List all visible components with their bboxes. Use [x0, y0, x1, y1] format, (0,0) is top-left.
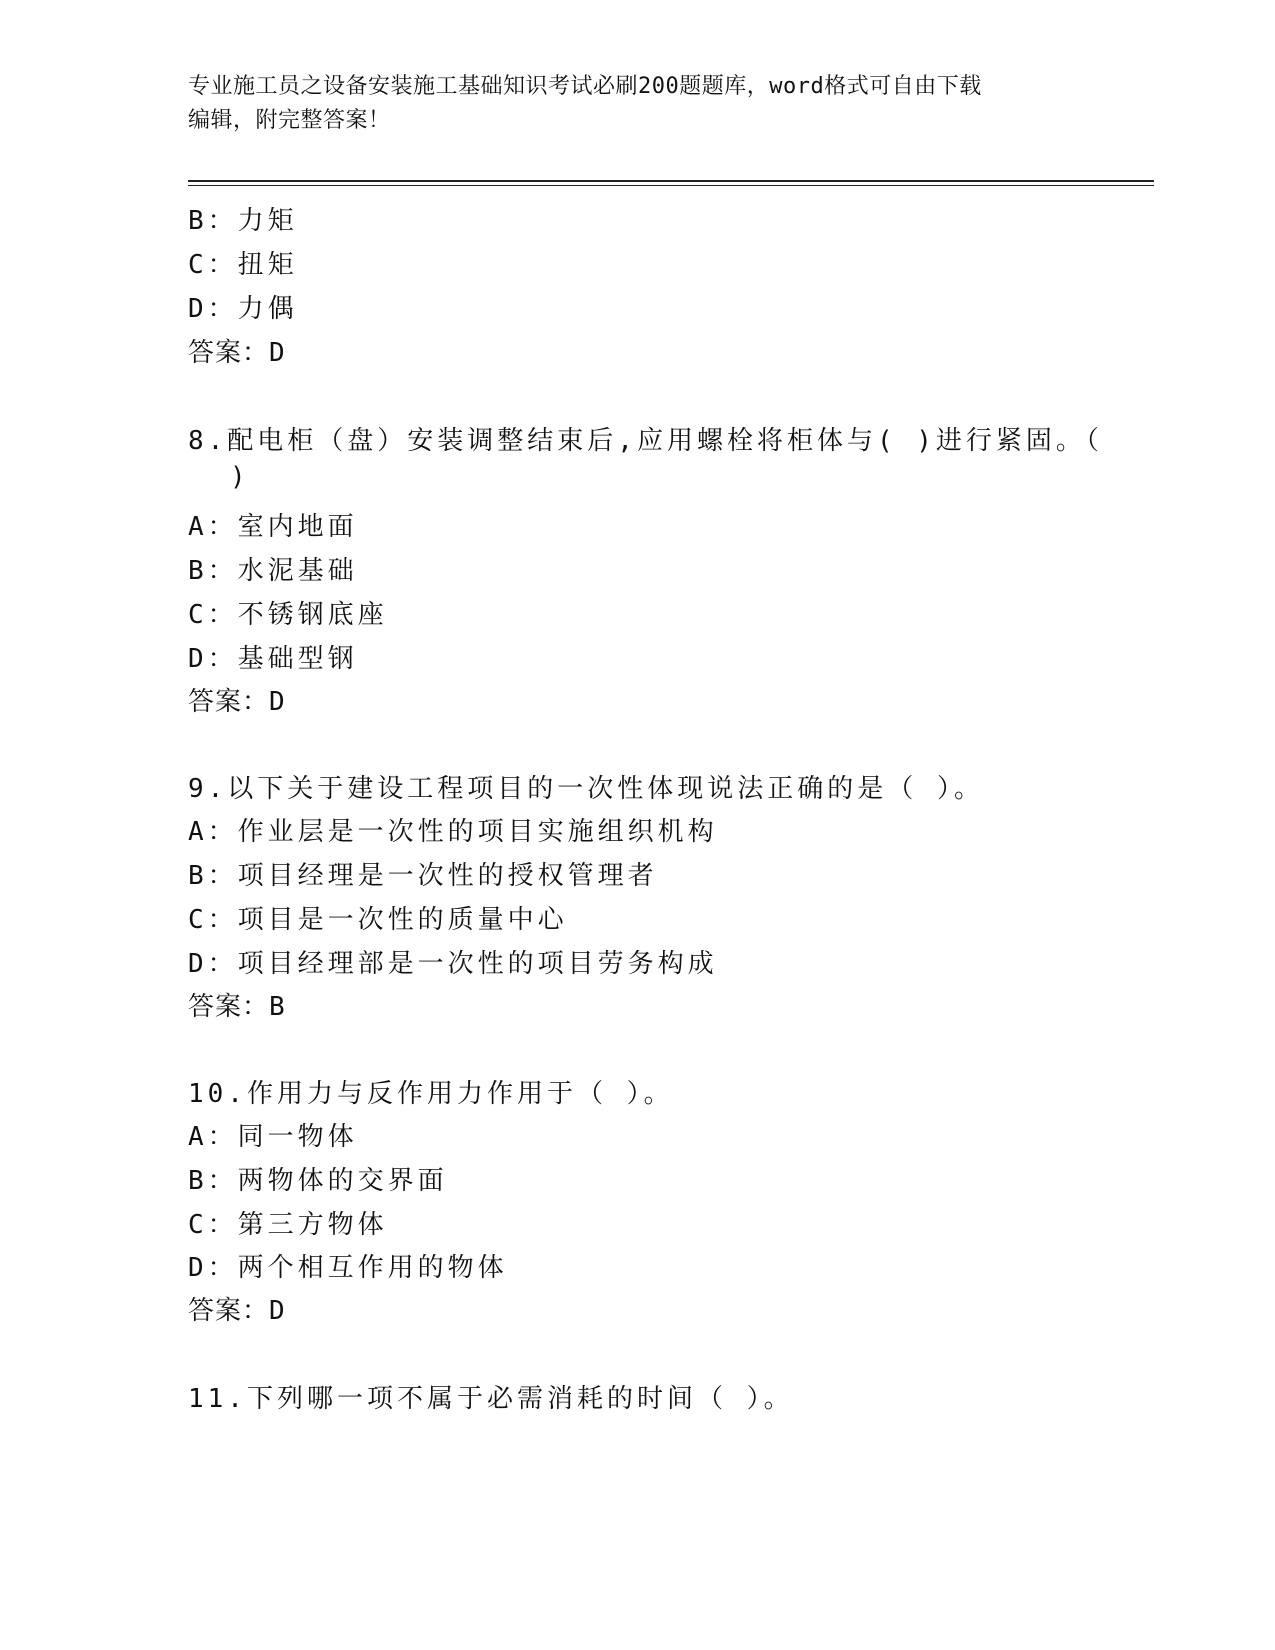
question-stem: 9.以下关于建设工程项目的一次性体现说法正确的是（ ）。 — [188, 774, 984, 804]
option-c: C：第三方物体 — [188, 1210, 388, 1240]
header-line-1: 专业施工员之设备安装施工基础知识考试必刷200题题库，word格式可自由下载 — [188, 74, 982, 99]
question-stem: 8.配电柜（盘）安装调整结束后,应用螺栓将柜体与( )进行紧固。（ — [188, 426, 1103, 456]
option-d: D：项目经理部是一次性的项目劳务构成 — [188, 949, 718, 979]
question-stem: 11.下列哪一项不属于必需消耗的时间（ ）。 — [188, 1384, 794, 1414]
answer: 答案：D — [188, 687, 286, 717]
header-divider-thin — [188, 185, 1154, 186]
option-c: C：项目是一次性的质量中心 — [188, 905, 568, 935]
header-divider — [188, 180, 1154, 182]
header-line-2: 编辑，附完整答案！ — [188, 108, 391, 133]
option-b: B：水泥基础 — [188, 556, 358, 586]
document-header — [188, 70, 1088, 138]
option-a: A：作业层是一次性的项目实施组织机构 — [188, 817, 718, 847]
answer: 答案：B — [188, 992, 286, 1022]
option-c: C：扭矩 — [188, 250, 298, 280]
option-a: A：室内地面 — [188, 512, 358, 542]
option-b: B：两物体的交界面 — [188, 1166, 448, 1196]
question-stem: 10.作用力与反作用力作用于（ ）。 — [188, 1079, 674, 1109]
answer: 答案：D — [188, 1296, 286, 1326]
option-d: D：两个相互作用的物体 — [188, 1253, 508, 1283]
option-c: C：不锈钢底座 — [188, 600, 388, 630]
option-a: A：同一物体 — [188, 1122, 358, 1152]
option-b: B：力矩 — [188, 206, 298, 236]
question-stem-continuation: ) — [230, 462, 250, 492]
answer: 答案：D — [188, 338, 286, 368]
option-b: B：项目经理是一次性的授权管理者 — [188, 861, 658, 891]
option-d: D：力偶 — [188, 294, 298, 324]
option-d: D：基础型钢 — [188, 644, 358, 674]
